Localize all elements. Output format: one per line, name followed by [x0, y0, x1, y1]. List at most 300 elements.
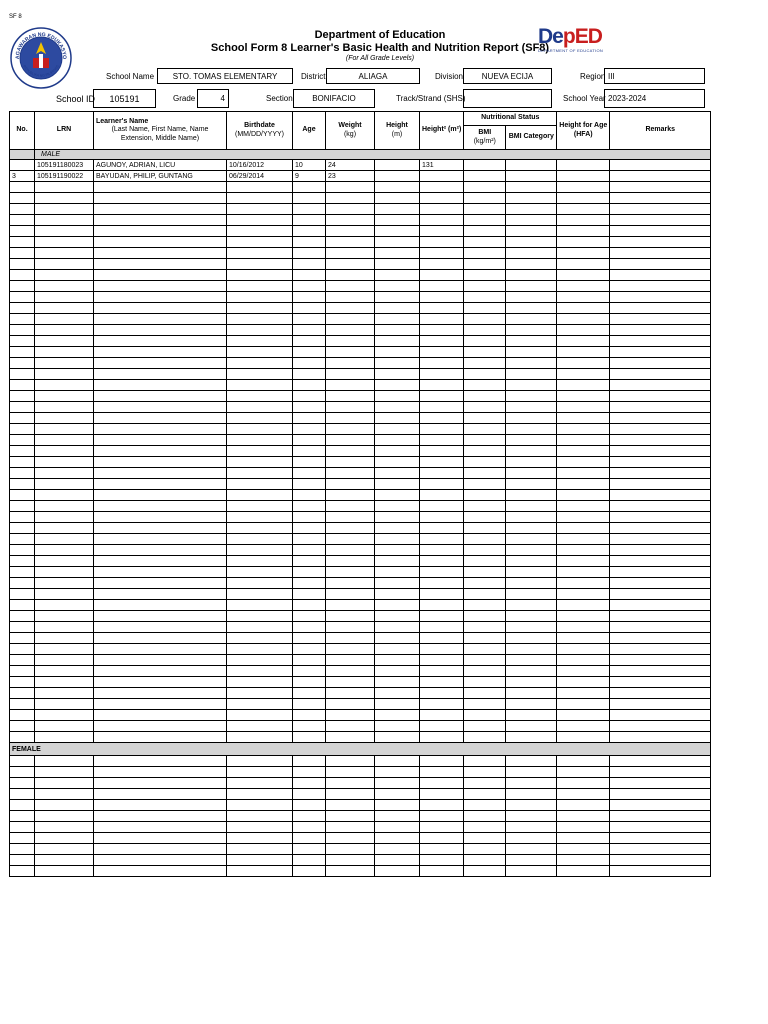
cell-birthdate[interactable]	[227, 699, 293, 710]
cell-category[interactable]	[506, 281, 557, 292]
cell-remarks[interactable]	[610, 545, 711, 556]
cell-no[interactable]	[10, 611, 35, 622]
cell-name[interactable]	[94, 567, 227, 578]
cell-height[interactable]	[375, 789, 420, 800]
cell-remarks[interactable]	[610, 833, 711, 844]
cell-category[interactable]	[506, 358, 557, 369]
cell-name[interactable]	[94, 457, 227, 468]
cell-birthdate[interactable]	[227, 732, 293, 743]
cell-no[interactable]	[10, 567, 35, 578]
cell-height[interactable]	[375, 844, 420, 855]
cell-weight[interactable]	[326, 215, 375, 226]
cell-birthdate[interactable]	[227, 721, 293, 732]
cell-height[interactable]	[375, 182, 420, 193]
cell-age[interactable]	[293, 710, 326, 721]
cell-age[interactable]	[293, 512, 326, 523]
cell-birthdate[interactable]	[227, 655, 293, 666]
cell-height[interactable]	[375, 457, 420, 468]
cell-age[interactable]	[293, 369, 326, 380]
cell-remarks[interactable]	[610, 567, 711, 578]
cell-weight[interactable]	[326, 391, 375, 402]
cell-lrn[interactable]	[35, 567, 94, 578]
cell-height[interactable]	[375, 303, 420, 314]
cell-weight[interactable]	[326, 413, 375, 424]
cell-no[interactable]	[10, 822, 35, 833]
cell-name[interactable]	[94, 767, 227, 778]
cell-hfa[interactable]	[557, 215, 610, 226]
cell-hfa[interactable]	[557, 479, 610, 490]
cell-remarks[interactable]	[610, 800, 711, 811]
cell-lrn[interactable]	[35, 237, 94, 248]
cell-age[interactable]	[293, 479, 326, 490]
cell-name[interactable]	[94, 644, 227, 655]
cell-height2[interactable]	[420, 589, 464, 600]
cell-height[interactable]	[375, 501, 420, 512]
cell-birthdate[interactable]: 10/16/2012	[227, 160, 293, 171]
cell-hfa[interactable]	[557, 270, 610, 281]
cell-remarks[interactable]	[610, 369, 711, 380]
cell-remarks[interactable]	[610, 424, 711, 435]
cell-lrn[interactable]	[35, 193, 94, 204]
cell-lrn[interactable]	[35, 259, 94, 270]
cell-lrn[interactable]	[35, 182, 94, 193]
cell-bmi[interactable]	[464, 800, 506, 811]
cell-no[interactable]	[10, 677, 35, 688]
cell-birthdate[interactable]	[227, 855, 293, 866]
cell-bmi[interactable]	[464, 182, 506, 193]
cell-no[interactable]	[10, 800, 35, 811]
cell-weight[interactable]	[326, 270, 375, 281]
cell-age[interactable]	[293, 633, 326, 644]
cell-category[interactable]	[506, 182, 557, 193]
cell-weight[interactable]	[326, 767, 375, 778]
cell-weight[interactable]	[326, 314, 375, 325]
cell-no[interactable]	[10, 270, 35, 281]
cell-birthdate[interactable]	[227, 193, 293, 204]
cell-lrn[interactable]	[35, 556, 94, 567]
cell-birthdate[interactable]	[227, 457, 293, 468]
cell-category[interactable]	[506, 501, 557, 512]
cell-bmi[interactable]	[464, 611, 506, 622]
cell-height[interactable]	[375, 171, 420, 182]
cell-bmi[interactable]	[464, 237, 506, 248]
cell-no[interactable]	[10, 866, 35, 877]
cell-lrn[interactable]	[35, 270, 94, 281]
cell-lrn[interactable]	[35, 314, 94, 325]
cell-height2[interactable]	[420, 844, 464, 855]
cell-name[interactable]	[94, 512, 227, 523]
cell-birthdate[interactable]	[227, 281, 293, 292]
cell-height2[interactable]	[420, 732, 464, 743]
cell-lrn[interactable]	[35, 633, 94, 644]
cell-height[interactable]	[375, 611, 420, 622]
cell-birthdate[interactable]	[227, 204, 293, 215]
cell-height2[interactable]	[420, 501, 464, 512]
cell-no[interactable]	[10, 833, 35, 844]
cell-no[interactable]	[10, 314, 35, 325]
cell-no[interactable]	[10, 215, 35, 226]
cell-bmi[interactable]	[464, 756, 506, 767]
cell-no[interactable]	[10, 855, 35, 866]
cell-hfa[interactable]	[557, 578, 610, 589]
cell-name[interactable]	[94, 833, 227, 844]
cell-lrn[interactable]: 105191180023	[35, 160, 94, 171]
cell-hfa[interactable]	[557, 204, 610, 215]
cell-age[interactable]	[293, 778, 326, 789]
cell-height2[interactable]	[420, 336, 464, 347]
cell-remarks[interactable]	[610, 644, 711, 655]
cell-age[interactable]	[293, 677, 326, 688]
cell-remarks[interactable]	[610, 666, 711, 677]
cell-height[interactable]	[375, 767, 420, 778]
cell-no[interactable]	[10, 259, 35, 270]
cell-hfa[interactable]	[557, 556, 610, 567]
cell-remarks[interactable]	[610, 215, 711, 226]
cell-weight[interactable]	[326, 655, 375, 666]
cell-bmi[interactable]	[464, 633, 506, 644]
cell-bmi[interactable]	[464, 336, 506, 347]
cell-weight[interactable]	[326, 303, 375, 314]
cell-bmi[interactable]	[464, 545, 506, 556]
cell-no[interactable]	[10, 424, 35, 435]
cell-remarks[interactable]	[610, 600, 711, 611]
cell-name[interactable]	[94, 413, 227, 424]
cell-height2[interactable]	[420, 644, 464, 655]
cell-height[interactable]	[375, 259, 420, 270]
cell-hfa[interactable]	[557, 721, 610, 732]
cell-height[interactable]	[375, 721, 420, 732]
cell-height2[interactable]	[420, 811, 464, 822]
cell-hfa[interactable]	[557, 855, 610, 866]
cell-no[interactable]	[10, 778, 35, 789]
cell-height2[interactable]	[420, 424, 464, 435]
cell-remarks[interactable]	[610, 523, 711, 534]
cell-remarks[interactable]	[610, 182, 711, 193]
cell-name[interactable]	[94, 721, 227, 732]
cell-no[interactable]	[10, 666, 35, 677]
cell-hfa[interactable]	[557, 622, 610, 633]
cell-height2[interactable]	[420, 402, 464, 413]
cell-age[interactable]	[293, 732, 326, 743]
cell-name[interactable]	[94, 855, 227, 866]
cell-bmi[interactable]	[464, 446, 506, 457]
cell-name[interactable]	[94, 248, 227, 259]
cell-bmi[interactable]	[464, 732, 506, 743]
cell-category[interactable]	[506, 226, 557, 237]
cell-lrn[interactable]	[35, 292, 94, 303]
cell-birthdate[interactable]	[227, 402, 293, 413]
cell-name[interactable]	[94, 589, 227, 600]
cell-height2[interactable]	[420, 855, 464, 866]
cell-weight[interactable]	[326, 710, 375, 721]
cell-height[interactable]	[375, 710, 420, 721]
cell-name[interactable]	[94, 369, 227, 380]
cell-hfa[interactable]	[557, 435, 610, 446]
cell-name[interactable]	[94, 281, 227, 292]
cell-height[interactable]	[375, 347, 420, 358]
cell-category[interactable]	[506, 193, 557, 204]
cell-bmi[interactable]	[464, 347, 506, 358]
cell-lrn[interactable]	[35, 600, 94, 611]
cell-age[interactable]	[293, 699, 326, 710]
cell-birthdate[interactable]	[227, 435, 293, 446]
cell-hfa[interactable]	[557, 644, 610, 655]
cell-height[interactable]	[375, 369, 420, 380]
cell-weight[interactable]	[326, 182, 375, 193]
cell-height[interactable]	[375, 688, 420, 699]
cell-age[interactable]: 10	[293, 160, 326, 171]
cell-name[interactable]	[94, 633, 227, 644]
cell-hfa[interactable]	[557, 512, 610, 523]
cell-name[interactable]	[94, 336, 227, 347]
cell-category[interactable]	[506, 259, 557, 270]
cell-height2[interactable]	[420, 655, 464, 666]
cell-hfa[interactable]	[557, 160, 610, 171]
cell-category[interactable]	[506, 633, 557, 644]
cell-weight[interactable]	[326, 822, 375, 833]
cell-no[interactable]	[10, 248, 35, 259]
cell-weight[interactable]	[326, 226, 375, 237]
cell-age[interactable]	[293, 204, 326, 215]
cell-category[interactable]	[506, 457, 557, 468]
school-id-field[interactable]: 105191	[93, 89, 156, 108]
cell-hfa[interactable]	[557, 600, 610, 611]
cell-lrn[interactable]	[35, 778, 94, 789]
cell-height[interactable]	[375, 237, 420, 248]
cell-birthdate[interactable]	[227, 237, 293, 248]
cell-name[interactable]: AGUNOY, ADRIAN, LICU	[94, 160, 227, 171]
cell-name[interactable]	[94, 215, 227, 226]
cell-height2[interactable]	[420, 677, 464, 688]
cell-age[interactable]	[293, 688, 326, 699]
cell-birthdate[interactable]	[227, 545, 293, 556]
cell-category[interactable]	[506, 402, 557, 413]
cell-remarks[interactable]	[610, 468, 711, 479]
cell-name[interactable]: BAYUDAN, PHILIP, GUNTANG	[94, 171, 227, 182]
cell-no[interactable]	[10, 699, 35, 710]
cell-height2[interactable]	[420, 413, 464, 424]
cell-lrn[interactable]	[35, 578, 94, 589]
cell-hfa[interactable]	[557, 237, 610, 248]
cell-height2[interactable]	[420, 270, 464, 281]
cell-bmi[interactable]	[464, 468, 506, 479]
cell-birthdate[interactable]	[227, 259, 293, 270]
cell-birthdate[interactable]	[227, 644, 293, 655]
cell-height[interactable]	[375, 534, 420, 545]
cell-no[interactable]	[10, 721, 35, 732]
cell-age[interactable]	[293, 413, 326, 424]
cell-remarks[interactable]	[610, 391, 711, 402]
cell-bmi[interactable]	[464, 512, 506, 523]
cell-no[interactable]	[10, 303, 35, 314]
cell-lrn[interactable]	[35, 855, 94, 866]
cell-weight[interactable]	[326, 490, 375, 501]
cell-name[interactable]	[94, 259, 227, 270]
cell-weight[interactable]	[326, 358, 375, 369]
cell-lrn[interactable]	[35, 281, 94, 292]
cell-hfa[interactable]	[557, 292, 610, 303]
cell-lrn[interactable]	[35, 800, 94, 811]
cell-height[interactable]	[375, 800, 420, 811]
cell-bmi[interactable]	[464, 457, 506, 468]
cell-age[interactable]	[293, 844, 326, 855]
cell-height[interactable]	[375, 732, 420, 743]
cell-hfa[interactable]	[557, 259, 610, 270]
cell-weight[interactable]	[326, 424, 375, 435]
cell-no[interactable]	[10, 237, 35, 248]
cell-remarks[interactable]	[610, 160, 711, 171]
cell-height2[interactable]	[420, 756, 464, 767]
cell-birthdate[interactable]	[227, 567, 293, 578]
cell-age[interactable]	[293, 292, 326, 303]
cell-age[interactable]	[293, 248, 326, 259]
cell-weight[interactable]	[326, 677, 375, 688]
cell-birthdate[interactable]	[227, 270, 293, 281]
cell-height2[interactable]	[420, 600, 464, 611]
cell-hfa[interactable]	[557, 567, 610, 578]
cell-category[interactable]	[506, 622, 557, 633]
cell-age[interactable]	[293, 270, 326, 281]
cell-hfa[interactable]	[557, 732, 610, 743]
cell-height[interactable]	[375, 325, 420, 336]
cell-birthdate[interactable]	[227, 314, 293, 325]
cell-hfa[interactable]	[557, 303, 610, 314]
cell-category[interactable]	[506, 292, 557, 303]
cell-no[interactable]	[10, 545, 35, 556]
cell-hfa[interactable]	[557, 347, 610, 358]
cell-age[interactable]	[293, 457, 326, 468]
section-field[interactable]: BONIFACIO	[293, 89, 375, 108]
cell-hfa[interactable]	[557, 248, 610, 259]
cell-no[interactable]	[10, 292, 35, 303]
cell-height2[interactable]	[420, 556, 464, 567]
cell-birthdate[interactable]	[227, 556, 293, 567]
cell-no[interactable]	[10, 369, 35, 380]
cell-weight[interactable]	[326, 600, 375, 611]
cell-height2[interactable]	[420, 281, 464, 292]
cell-birthdate[interactable]	[227, 633, 293, 644]
cell-birthdate[interactable]	[227, 523, 293, 534]
cell-remarks[interactable]	[610, 347, 711, 358]
cell-remarks[interactable]	[610, 732, 711, 743]
cell-hfa[interactable]	[557, 844, 610, 855]
cell-name[interactable]	[94, 866, 227, 877]
cell-hfa[interactable]	[557, 789, 610, 800]
cell-category[interactable]	[506, 800, 557, 811]
cell-age[interactable]	[293, 622, 326, 633]
cell-name[interactable]	[94, 402, 227, 413]
cell-hfa[interactable]	[557, 402, 610, 413]
cell-birthdate[interactable]	[227, 182, 293, 193]
cell-name[interactable]	[94, 204, 227, 215]
cell-no[interactable]	[10, 446, 35, 457]
cell-lrn[interactable]	[35, 523, 94, 534]
cell-age[interactable]	[293, 336, 326, 347]
cell-bmi[interactable]	[464, 556, 506, 567]
cell-age[interactable]	[293, 435, 326, 446]
cell-remarks[interactable]	[610, 303, 711, 314]
cell-remarks[interactable]	[610, 721, 711, 732]
cell-height2[interactable]	[420, 457, 464, 468]
cell-height2[interactable]	[420, 545, 464, 556]
cell-age[interactable]	[293, 237, 326, 248]
cell-name[interactable]	[94, 578, 227, 589]
cell-birthdate[interactable]	[227, 622, 293, 633]
cell-height[interactable]	[375, 160, 420, 171]
cell-hfa[interactable]	[557, 811, 610, 822]
cell-name[interactable]	[94, 303, 227, 314]
cell-height[interactable]	[375, 556, 420, 567]
cell-lrn[interactable]	[35, 204, 94, 215]
cell-age[interactable]	[293, 424, 326, 435]
cell-lrn[interactable]	[35, 710, 94, 721]
cell-height2[interactable]	[420, 611, 464, 622]
cell-height[interactable]	[375, 545, 420, 556]
cell-category[interactable]	[506, 479, 557, 490]
cell-height[interactable]	[375, 270, 420, 281]
cell-category[interactable]	[506, 789, 557, 800]
track-field[interactable]	[463, 89, 552, 108]
cell-lrn[interactable]	[35, 688, 94, 699]
cell-age[interactable]	[293, 303, 326, 314]
cell-hfa[interactable]	[557, 501, 610, 512]
cell-hfa[interactable]	[557, 633, 610, 644]
cell-birthdate[interactable]	[227, 413, 293, 424]
cell-lrn[interactable]	[35, 369, 94, 380]
cell-birthdate[interactable]	[227, 501, 293, 512]
cell-bmi[interactable]	[464, 578, 506, 589]
cell-height2[interactable]	[420, 633, 464, 644]
cell-height[interactable]	[375, 833, 420, 844]
cell-age[interactable]	[293, 523, 326, 534]
cell-height2[interactable]	[420, 292, 464, 303]
cell-name[interactable]	[94, 347, 227, 358]
cell-height2[interactable]	[420, 512, 464, 523]
cell-name[interactable]	[94, 556, 227, 567]
cell-height[interactable]	[375, 644, 420, 655]
cell-age[interactable]	[293, 644, 326, 655]
cell-age[interactable]	[293, 855, 326, 866]
cell-lrn[interactable]	[35, 545, 94, 556]
cell-hfa[interactable]	[557, 677, 610, 688]
cell-name[interactable]	[94, 424, 227, 435]
cell-remarks[interactable]	[610, 292, 711, 303]
cell-remarks[interactable]	[610, 457, 711, 468]
cell-bmi[interactable]	[464, 811, 506, 822]
cell-name[interactable]	[94, 534, 227, 545]
cell-no[interactable]	[10, 600, 35, 611]
cell-category[interactable]	[506, 778, 557, 789]
cell-category[interactable]	[506, 589, 557, 600]
cell-bmi[interactable]	[464, 589, 506, 600]
cell-no[interactable]	[10, 336, 35, 347]
cell-name[interactable]	[94, 545, 227, 556]
cell-lrn[interactable]	[35, 833, 94, 844]
cell-birthdate[interactable]	[227, 248, 293, 259]
cell-hfa[interactable]	[557, 611, 610, 622]
cell-height[interactable]	[375, 855, 420, 866]
cell-remarks[interactable]	[610, 402, 711, 413]
cell-weight[interactable]	[326, 325, 375, 336]
cell-category[interactable]	[506, 545, 557, 556]
cell-remarks[interactable]	[610, 844, 711, 855]
cell-name[interactable]	[94, 655, 227, 666]
cell-lrn[interactable]	[35, 789, 94, 800]
cell-no[interactable]	[10, 468, 35, 479]
cell-bmi[interactable]	[464, 534, 506, 545]
cell-lrn[interactable]	[35, 534, 94, 545]
cell-birthdate[interactable]	[227, 844, 293, 855]
